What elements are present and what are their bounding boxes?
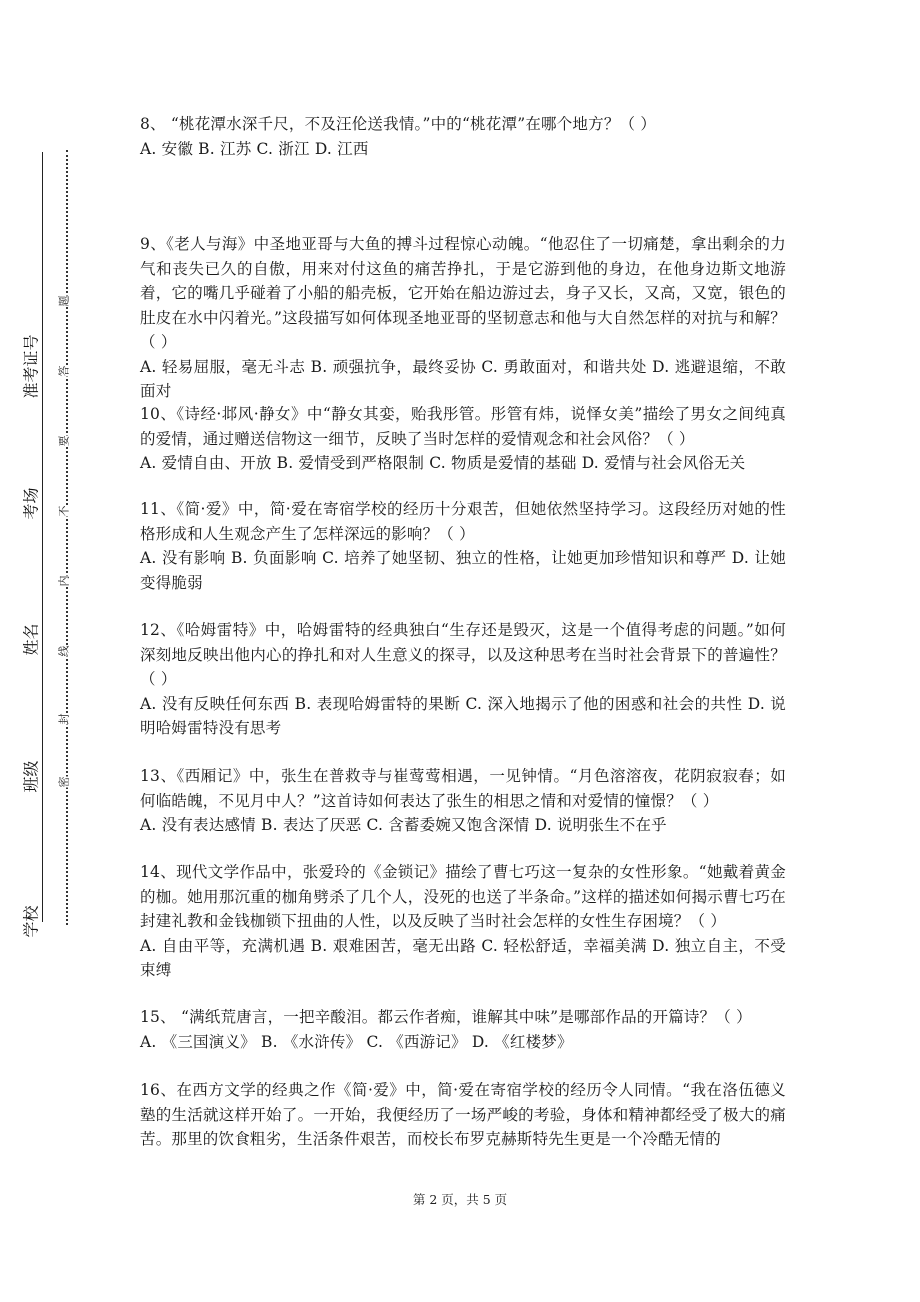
seal-char: 密 xyxy=(55,777,73,788)
seal-char: 线 xyxy=(55,646,73,657)
question-text: 12、《哈姆雷特》中，哈姆雷特的经典独白“生存还是毁灭，这是一个值得考虑的问题。”如何深刻地反映出他内心的挣扎和对人生意义的探寻，以及这种思考在当时社会背景下的普遍性？（ ） xyxy=(140,621,786,688)
seal-char: 答 xyxy=(55,366,73,377)
question-12 xyxy=(140,618,786,741)
label-admission-number: 准考证号 xyxy=(21,334,41,399)
question-text: 13、《西厢记》中，张生在普救寺与崔莺莺相遇，一见钟情。“月色溶溶夜，花阴寂寂春；如何临皓魄，不见月中人？”这首诗如何表达了张生的相思之情和对爱情的憧憬？（ ） xyxy=(140,767,786,810)
question-options: A. 没有表达感情 B. 表达了厌恶 C. 含蓄委婉又饱含深情 D. 说明张生不在乎 xyxy=(140,816,667,834)
label-exam-room: 考场 xyxy=(21,487,41,520)
question-options: A. 轻易屈服，毫无斗志 B. 顽强抗争，最终妥协 C. 勇敢面对，和谐共处 D. 逃避退缩，不敢面对 xyxy=(140,357,786,400)
seal-char: 内 xyxy=(55,576,73,587)
question-8 xyxy=(140,112,786,161)
question-16 xyxy=(140,1078,786,1152)
question-14 xyxy=(140,860,786,983)
question-text: 9、《老人与海》中圣地亚哥与大鱼的搏斗过程惊心动魄。“他忍住了一切痛楚，拿出剩余的力气和丧失已久的自傲，用来对付这鱼的痛苦挣扎，于是它游到他的身边，在他身边斯文地游着，它的嘴几乎碰着了小船的船壳板，它开始在船边游过去，身子又长，又高，又宽，银色的肚皮在水中闪着光。”这段描写如何体现圣地亚哥的坚韧意志和他与大自然怎样的对抗与和解？（ ） xyxy=(140,235,786,351)
question-text: 16、在西方文学的经典之作《简·爱》中，简·爱在寄宿学校的经历令人同情。“我在洛伍德义塾的生活就这样开始了。一开始，我便经历了一场严峻的考验，身体和精神都经受了极大的痛苦。那里的饮食粗劣，生活条件艰苦，而校长布罗克赫斯特先生更是一个冷酷无情的 xyxy=(140,1081,786,1148)
question-options: A. 爱情自由、开放 B. 爱情受到严格限制 C. 物质是爱情的基础 D. 爱情与社会风俗无关 xyxy=(140,454,746,472)
question-options: A. 没有影响 B. 负面影响 C. 培养了她坚韧、独立的性格，让她更加珍惜知识和尊严 D. 让她变得脆弱 xyxy=(140,549,786,592)
question-11 xyxy=(140,497,786,595)
question-9 xyxy=(140,232,786,404)
margin-solid-line xyxy=(42,152,43,922)
question-options: A. 没有反映任何东西 B. 表现哈姆雷特的果断 C. 深入地揭示了他的困惑和社会的共性 D. 说明哈姆雷特没有思考 xyxy=(140,694,786,737)
question-text: 8、 “桃花潭水深千尺，不及汪伦送我情。”中的“桃花潭”在哪个地方？（ ） xyxy=(140,115,657,133)
page-footer: 第 2 页，共 5 页 xyxy=(412,1192,508,1207)
seal-char: 不 xyxy=(55,506,73,517)
question-15 xyxy=(140,1005,786,1054)
seal-char: 封 xyxy=(55,714,73,725)
label-name: 姓名 xyxy=(21,623,41,656)
question-text: 15、 “满纸荒唐言，一把辛酸泪。都云作者痴，谁解其中味”是哪部作品的开篇诗？（ ） xyxy=(140,1008,752,1026)
binding-margin xyxy=(0,0,110,1302)
question-options: A. 安徽 B. 江苏 C. 浙江 D. 江西 xyxy=(140,139,369,158)
question-text: 14、现代文学作品中，张爱玲的《金锁记》描绘了曹七巧这一复杂的女性形象。“她戴着黄金的枷。她用那沉重的枷角劈杀了几个人，没死的也送了半条命。”这样的描述如何揭示曹七巧在封建礼教和金钱枷锁下扭曲的人性，以及反映了当时社会怎样的女性生存困境？（ ） xyxy=(140,863,786,930)
seal-dotted-line xyxy=(66,150,68,925)
seal-char: 题 xyxy=(55,296,73,307)
seal-char: 要 xyxy=(55,436,73,447)
label-class: 班级 xyxy=(21,760,41,793)
question-options: A. 《三国演义》 B. 《水浒传》 C. 《西游记》 D. 《红楼梦》 xyxy=(140,1032,573,1051)
question-text: 11、《简·爱》中，简·爱在寄宿学校的经历十分艰苦，但她依然坚持学习。这段经历对她的性格形成和人生观念产生了怎样深远的影响？（ ） xyxy=(140,500,786,543)
question-13 xyxy=(140,764,786,838)
question-text: 10、《诗经·邶风·静女》中“静女其娈，贻我彤管。彤管有炜，说怿女美”描绘了男女之间纯真的爱情，通过赠送信物这一细节，反映了当时怎样的爱情观念和社会风俗？（ ） xyxy=(140,405,786,448)
question-10 xyxy=(140,402,786,476)
label-school: 学校 xyxy=(21,905,41,938)
question-options: A. 自由平等，充满机遇 B. 艰难困苦，毫无出路 C. 轻松舒适，幸福美满 D. 独立自主，不受束缚 xyxy=(140,936,786,979)
